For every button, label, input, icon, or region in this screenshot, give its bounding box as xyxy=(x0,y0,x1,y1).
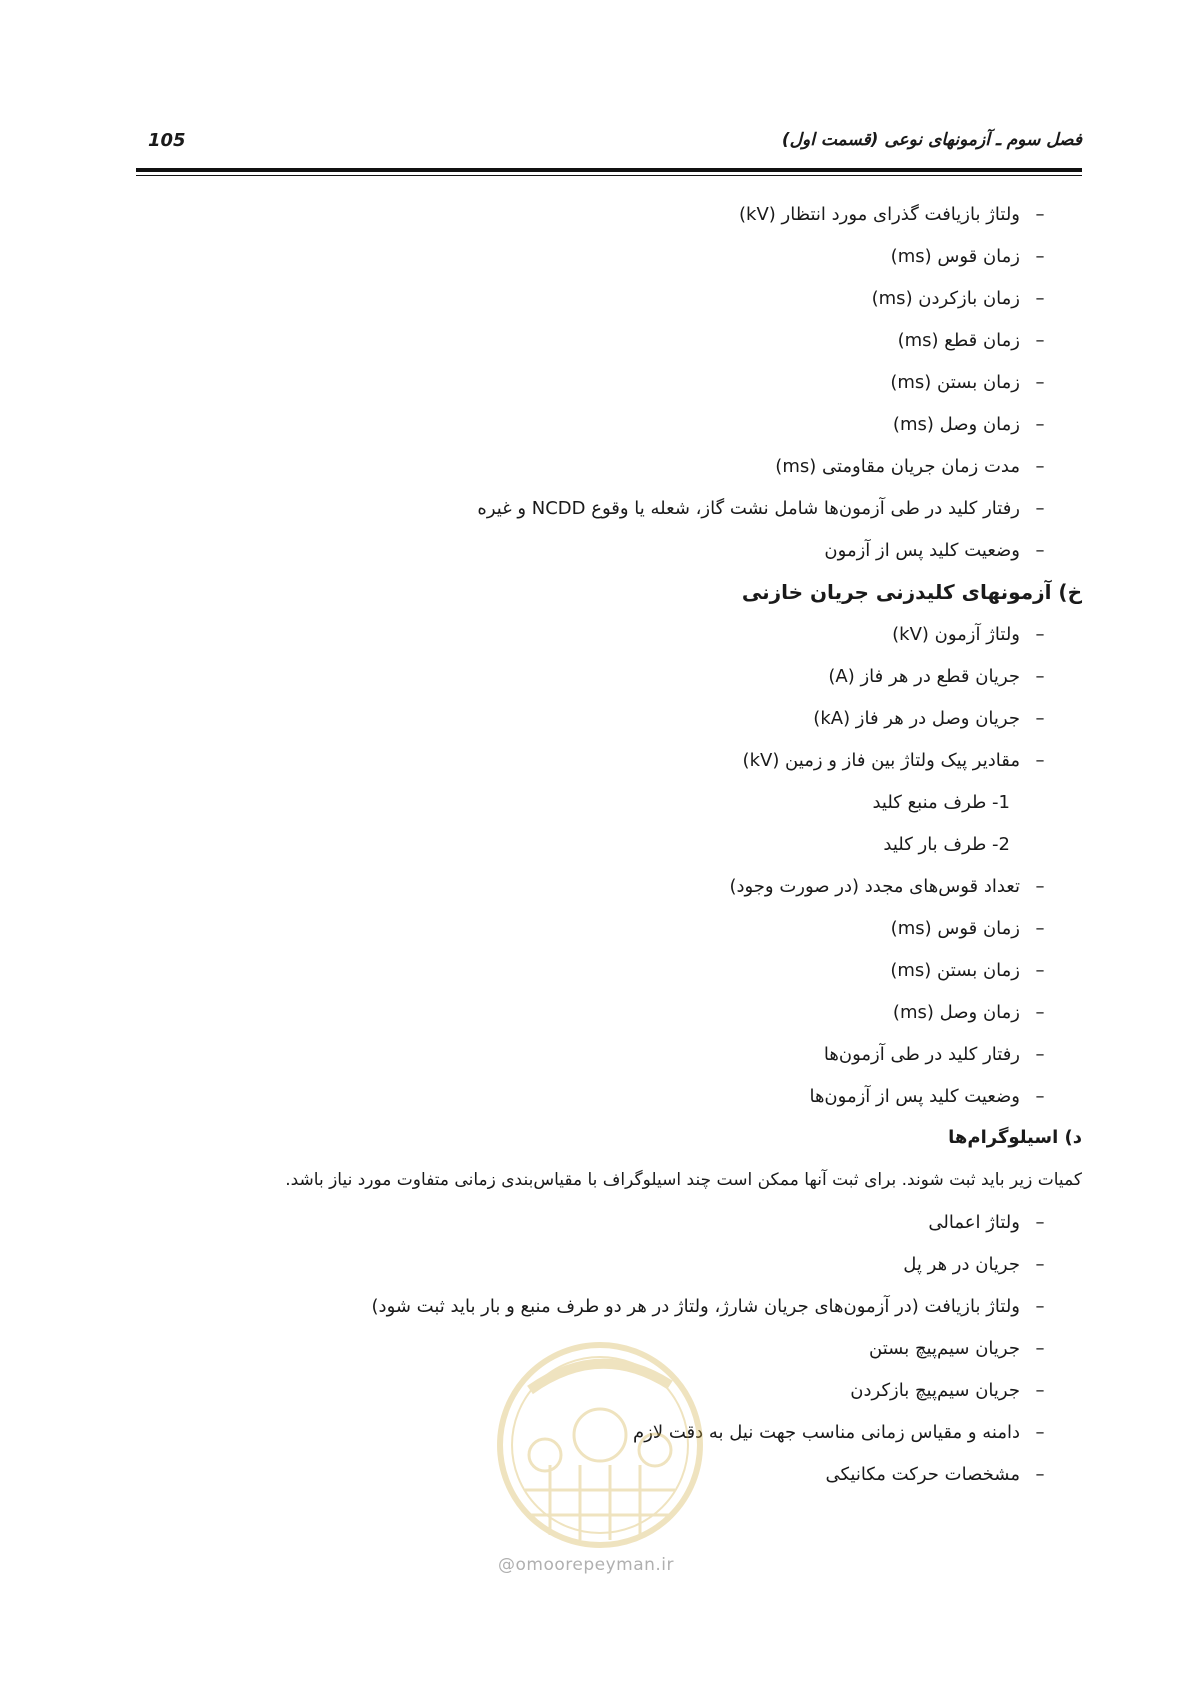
list-item: –زمان وصل (ms) xyxy=(892,414,1045,435)
section-heading: د) اسیلوگرام‌ها xyxy=(948,1127,1082,1148)
header-rule-thin xyxy=(136,175,1082,176)
list-item: –زمان قطع (ms) xyxy=(897,330,1045,351)
list-item: –مشخصات حرکت مکانیکی xyxy=(825,1464,1045,1485)
numbered-subitem: 1- طرف منبع کلید xyxy=(872,792,1010,813)
list-item: –جریان سیم‌پیچ بستن xyxy=(869,1338,1045,1359)
section-heading: خ) آزمونهای کلیدزنی جریان خازنی xyxy=(741,580,1082,604)
list-item: –ولتاژ بازیافت گذرای مورد انتظار (kV) xyxy=(739,204,1045,225)
list-item: –ولتاژ اعمالی xyxy=(928,1212,1045,1233)
list-item: –زمان قوس (ms) xyxy=(890,246,1045,267)
list-item: –جریان قطع در هر فاز (A) xyxy=(828,666,1045,687)
list-item: –دامنه و مقیاس زمانی مناسب جهت نیل به دقت لازم xyxy=(633,1422,1045,1443)
numbered-subitem: 2- طرف بار کلید xyxy=(883,834,1010,855)
list-item: –ولتاژ بازیافت (در آزمون‌های جریان شارژ، ولتاژ در هر دو طرف منبع و بار باید ثبت شود) xyxy=(371,1296,1045,1317)
list-item: –ولتاژ آزمون (kV) xyxy=(892,624,1045,645)
list-item: –زمان بستن (ms) xyxy=(890,372,1045,393)
list-item: –زمان بازکردن (ms) xyxy=(871,288,1045,309)
watermark-logo-icon xyxy=(490,1330,710,1560)
list-item: –جریان وصل در هر فاز (kA) xyxy=(813,708,1045,729)
list-item: –زمان وصل (ms) xyxy=(892,1002,1045,1023)
list-item: –وضعیت کلید پس از آزمون‌ها xyxy=(809,1086,1045,1107)
list-item: –مقادیر پیک ولتاژ بین فاز و زمین (kV) xyxy=(742,750,1045,771)
list-item: –زمان بستن (ms) xyxy=(890,960,1045,981)
chapter-title: فصل سوم ـ آزمونهای نوعی (قسمت اول) xyxy=(781,130,1082,150)
page-number: 105 xyxy=(148,130,186,151)
list-item: –جریان در هر پل xyxy=(903,1254,1045,1275)
watermark-text: @omoorepeyman.ir xyxy=(498,1555,675,1575)
list-item: –تعداد قوس‌های مجدد (در صورت وجود) xyxy=(729,876,1045,897)
list-item: –رفتار کلید در طی آزمون‌ها شامل نشت گاز، شعله یا وقوع NCDD و غیره xyxy=(477,498,1045,519)
header-rule-thick xyxy=(136,168,1082,172)
list-item: –رفتار کلید در طی آزمون‌ها xyxy=(823,1044,1045,1065)
list-item: –وضعیت کلید پس از آزمون xyxy=(824,540,1045,561)
list-item: –جریان سیم‌پیچ بازکردن xyxy=(850,1380,1045,1401)
list-item: –مدت زمان جریان مقاومتی (ms) xyxy=(775,456,1045,477)
list-item: –زمان قوس (ms) xyxy=(890,918,1045,939)
section-paragraph: کمیات زیر باید ثبت شوند. برای ثبت آنها ممکن است چند اسیلوگراف با مقیاس‌بندی زمانی متفاوت مورد نیاز باشد. xyxy=(285,1170,1082,1190)
